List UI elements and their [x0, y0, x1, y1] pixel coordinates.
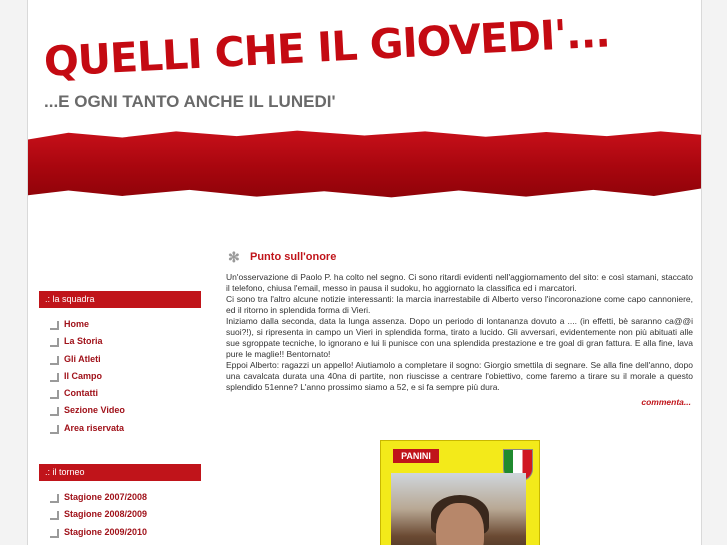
site-subtitle: ...E OGNI TANTO ANCHE IL LUNEDI'	[44, 92, 336, 111]
post-paragraph: Iniziamo dalla seconda, data la lunga assenza. Dopo un periodo di lontananza dovuto a .... (in effetti, bè saranno ca@@i suoi?!), si ripresenta in campo un Vieri in splendida forma, tirato a lucido. Gli avversari, evidentemente non più abituati alle sue sgroppate tecniche, lo ignorano e lui li punisce con una splendida prestazione e tre goal di gran fattura. E alla fine, lava pure le maglie!! Bentornato!	[226, 316, 693, 359]
sidebar-item-label: Area riservata	[64, 422, 125, 433]
sidebar-heading-squadra: .: la squadra	[39, 291, 201, 308]
sidebar-item-area-riservata[interactable]	[39, 420, 201, 437]
sidebar-menu-squadra	[39, 308, 201, 445]
sidebar-item-sezione-video[interactable]	[39, 402, 201, 419]
asterisk-icon: ✻	[228, 249, 240, 265]
post-paragraph: Ci sono tra l'altro alcune notizie interessanti: la marcia inarrestabile di Alberto verso l'incoronazione come capo cannoniere, ed il ritorno in splendida forma di Vieri.	[226, 294, 693, 315]
player-face	[436, 503, 484, 545]
sidebar-heading-torneo: .: il torneo	[39, 464, 201, 481]
main-content	[226, 248, 693, 461]
arrow-icon	[50, 425, 59, 434]
arrow-icon	[50, 494, 59, 503]
post-body	[226, 272, 693, 393]
sidebar-item-label: Il Campo	[64, 370, 103, 381]
arrow-icon	[50, 338, 59, 347]
sidebar-item-label: Home	[64, 319, 90, 329]
header-banner	[28, 130, 701, 198]
post-paragraph: Eppoi Alberto: ragazzi un appello! Aiutiamolo a completare il sogno: Giorgio smettila di segnare. Se alla fine dell'anno, dopo una cavalcata durata una 40na di partite, non riuscisse a centrare l'obiettivo, come faremo a tirare su il morale a questo splendido 51enne? L'anno prossimo siamo a 52, e si fa sempre più dura.	[226, 360, 693, 392]
sidebar-spacer	[39, 445, 201, 464]
arrow-icon	[50, 407, 59, 416]
post-title-text: Punto sull'onore	[250, 251, 337, 263]
arrow-icon	[50, 511, 59, 520]
sidebar-item-il-campo[interactable]	[39, 368, 201, 385]
sidebar-item-stagione-2007-2008[interactable]	[39, 489, 201, 506]
panini-logo: PANINI	[393, 449, 439, 463]
post-title	[226, 248, 693, 266]
sidebar-item-label: Contatti	[64, 388, 98, 399]
arrow-icon	[50, 529, 59, 538]
sidebar-item-label: Gli Atleti	[64, 353, 101, 364]
page	[27, 0, 702, 545]
player-photo	[391, 473, 526, 545]
sidebar-item-home[interactable]	[39, 316, 201, 333]
sidebar-item-label: Sezione Video	[64, 405, 125, 416]
sidebar-item-label: La Storia	[64, 336, 103, 347]
sidebar-menu-torneo	[39, 481, 201, 545]
sidebar-item-stagione-2009-2010[interactable]	[39, 524, 201, 541]
sidebar-item-la-storia[interactable]	[39, 333, 201, 350]
site-title: QUELLI CHE IL GIOVEDI'...	[42, 8, 611, 86]
arrow-icon	[50, 390, 59, 399]
arrow-icon	[50, 321, 59, 330]
sidebar-item-label: Stagione 2007/2008	[64, 492, 148, 503]
sidebar-item-label: Stagione 2008/2009	[64, 509, 148, 520]
sidebar-item-stagione-2008-2009[interactable]	[39, 506, 201, 523]
arrow-icon	[50, 356, 59, 365]
sidebar-item-gli-atleti[interactable]	[39, 351, 201, 368]
sidebar-item-label: Stagione 2009/2010	[64, 526, 148, 537]
post-paragraph: Un'osservazione di Paolo P. ha colto nel segno. Ci sono ritardi evidenti nell'aggiornamento del sito: e così stamani, staccato il telefono, chiusa l'email, messo in pausa il sudoku, ho aggiornato la classifica ed i marcatori.	[226, 272, 693, 293]
arrow-icon	[50, 373, 59, 382]
sidebar	[39, 291, 201, 545]
panini-sticker-image	[380, 440, 540, 545]
comment-link[interactable]: commenta...	[641, 397, 691, 407]
sidebar-item-contatti[interactable]	[39, 385, 201, 402]
